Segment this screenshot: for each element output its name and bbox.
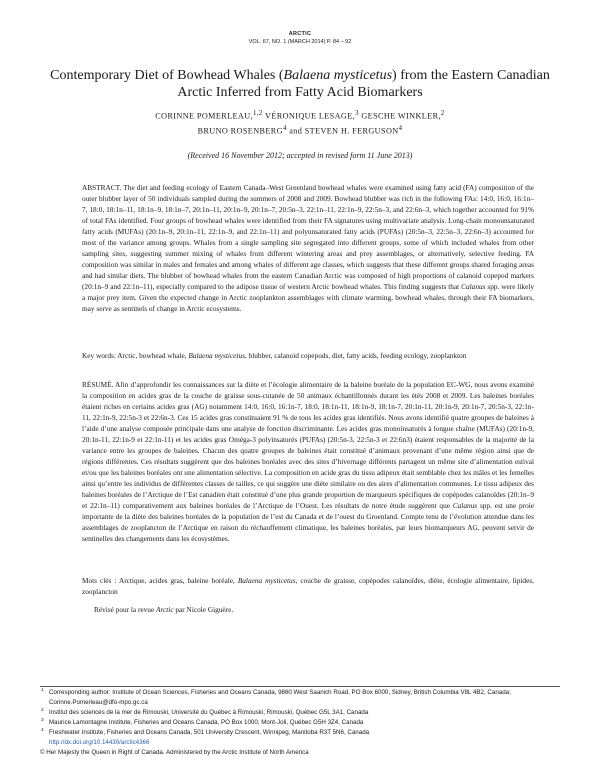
author-line-1 (40, 108, 560, 123)
keywords-fr (82, 575, 534, 597)
author-winkler: GESCHE WINKLER, (358, 111, 441, 121)
keywords-text-end: , blubber, calanoid copepods, diet, fatty acids, feeding ecology, zooplankton (244, 351, 467, 360)
abstract-en (82, 182, 534, 314)
title-part1: Contemporary Diet of Bowhead Whales ( (50, 68, 284, 83)
received-dates: (Received 16 November 2012; accepted in revised form 11 June 2013) (187, 151, 413, 160)
footnote-number: 3 (41, 718, 44, 723)
affil-sup: 4 (398, 124, 403, 132)
motscles-text: Mots clés : Arctique, acides gras, baleine boréale, (82, 576, 238, 585)
author-pomerleau: CORINNE POMERLEAU, (155, 111, 253, 121)
resume-italic: Calanus (452, 501, 478, 510)
affil-sup: 4 (282, 124, 287, 132)
abstract-text-end: spp. were likely a major prey item. Given the expected change in Arctic zooplankton assemblages with climate warming, bowhead whales, through their FA biomarkers, may serve as sentinels of change in Arctic ecosystems. (82, 282, 534, 313)
author-lesage: VÉRONIQUE LESAGE, (262, 111, 356, 121)
doi-link[interactable]: http://dx.doi.org/10.14430/arctic4366 (49, 739, 150, 746)
motscles-italic: Balaena mysticetus (237, 576, 296, 585)
journal-header (0, 30, 600, 46)
footnote (40, 728, 560, 738)
doi-line (40, 738, 560, 748)
footnote-text: Corresponding author: Institute of Ocean Sciences, Fisheries and Oceans Canada, 9860 West Saanich Road, PO Box 6000, Sidney, British Columbia V8L 4B2, Canada; Corinne.Pomerleau@dfo-mpo.gc.ca (49, 689, 511, 706)
resume-text-end: spp. est une proie importante de la diète des baleines boréales de la population de l’est du Canada et de l’ouest du Groenland. Compte tenu de l’évolution attendue dans les assemblages de zooplancton de l’Arctique en raison du réchauffement climatique, les baleines boréales, par leurs biomarqueurs AG, peuvent servir de sentinelles des changements dans les écosystèmes. (82, 501, 534, 543)
revise-italic: Arctic (156, 605, 174, 614)
motscles-text-end: , couche de graisse, copépodes calanoïdes, diète, écologie alimentaire, lipides, zooplancton (82, 576, 534, 596)
footnote-text: Freshwater Institute, Fisheries and Oceans Canada, 501 University Crescent, Winnipeg, Manitoba R3T 5N6, Canada (49, 729, 370, 736)
copyright: © Her Majesty the Queen in Right of Canada. Administered by the Arctic Institute of North America (40, 749, 309, 756)
footnote-number: 2 (41, 708, 44, 713)
author-rosenberg: BRUNO ROSENBERG (197, 126, 283, 136)
author-list (40, 108, 560, 137)
keywords-italic: Balaena mysticetus (188, 351, 245, 360)
keywords-en (82, 350, 534, 361)
journal-name: ARCTIC (288, 31, 312, 37)
journal-volume-line: VOL. 67, NO. 1 (MARCH 2014) P. 84 – 92 (248, 39, 352, 45)
abstract-text: ABSTRACT. The diet and feeding ecology of Eastern Canada–West Greenland bowhead whales were examined using fatty acid (FA) composition of the outer blubber layer of 50 individuals sampled during the summers of 2008 and 2009. Bowhead blubber was rich in the following FAs: 14:0, 16:0, 16:1n–7, 18:0, 18:1n–11, 18:1n–9, 18:1n–7, 20:1n–11, 20:1n–9, 20:1n–7, 20:5n–3, 22:1n–11, 22:1n–9, 22:5n–3, and 22:6n–3, which together accounted for 91% of total FAs identified. Four groups of bowhead whales were identified from their FA signatures using multivariate analysis. Long-chain monounsaturated fatty acids (MUFAs) (20:1n–9, 20:1n–11, 22:1n–9, and 22:1n–11) and polyunsaturated fatty acids (PUFAs) (20:5n–3, 22:5n–3, 22:6n–3) accounted for most of the variance among groups. Whales from a single sampling site segregated into different groups, some of which included whales from other sampling sites, suggesting summer mixing of whales from different wintering areas and prey assemblages, or alternatively, selective feeding. FA composition was similar in males and females and among whales of different age classes, which suggests that these different groups shared foraging areas and had similar diets. The blubber of bowhead whales from the eastern Canadian Arctic was composed of high proportions of calanoid copepod markers (20:1n–9 and 22:1n–11), especially compared to the adipose tissue of western Arctic bowhead whales. This finding suggests that (82, 183, 534, 291)
footnote (40, 718, 560, 728)
footnote-text: Maurice Lamontagne Institute, Fisheries and Oceans Canada, PO Box 1000, Mont-Joli, Québec G5H 3Z4, Canada (49, 719, 364, 726)
footnotes (40, 688, 560, 758)
translation-credit (94, 604, 233, 615)
revise-text-end: par Nicole Giguère. (173, 605, 234, 614)
abstract-fr (82, 379, 534, 544)
title-species: Balaena mysticetus (283, 68, 393, 83)
revise-text: Révisé pour la revue (94, 605, 157, 614)
footnote-text: Institut des sciences de la mer de Rimouski, Université du Québec à Rimouski, Rimouski, Québec G5L 3A1, Canada (49, 709, 369, 716)
title-part2: ) from the Eastern Canadian Arctic Inferred from Fatty Acid Biomarkers (177, 68, 550, 100)
abstract-italic: Calanus (461, 282, 486, 291)
keywords-text: Key words: Arctic, bowhead whale, (82, 351, 189, 360)
article-title (40, 67, 560, 101)
footnote-number: 1 (41, 688, 44, 693)
footnote (40, 708, 560, 718)
affil-sup: 1,2 (252, 110, 263, 117)
resume-text: RÉSUMÉ. Afin d’approfondir les connaissances sur la diète et l’écologie alimentaire de la baleine boréale de la population EC-WG, nous avons examiné la composition en acides gras de la couche de graisse sous-cutanée de 50 animaux échantillonnés durant les étés 2008 et 2009. Les baleines boréales étaient riches en certains acides gras (AG) notamment 14:0, 16:0, 16:1n-7, 18:0, 18:1n-11, 18:1n-9, 18:1n-7, 20:1n-11, 20:1n-9, 20:1n-7, 20:5n-3, 22:1n-11, 22:1n-9, 22:5n-3 et 22:6n-3. Ces 15 acides gras constituaient 91 % de tous les acides gras identifiés. Nous avons identifié quatre groupes de baleines à l’aide d’une analyse composée principale dans une analyse de fonction discriminante. Les acides gras monoinsaturés à longue chaîne (MUFAs) (20:1n-9, 20:1n-11, 22:1n-9 et 22:1n-11) et les acides gras Oméga-3 polyinsaturés (PUFAs) (20:5n-3, 22:5n-3 et 22:6n3) étaient responsables de la majorité de la variance entre les groupes de baleines. Chacun des quatre groupes de baleines était constitué d’animaux provenant d’une même région ainsi que de régions différentes. Ces résultats suggèrent que des baleines boréales avec des sites d’hivernage différents partagent un même site d’alimentation estival et/ou que les baleines boréales ont une alimentation sélective. La composition en acide gras du tissu adipeux était semblable chez les mâles et les femelles ainsi qu’entre les individus de différentes classes de tailles, ce qui suggère une diète similaire ou des aires d’alimentation communes. Le tissu adipeux des baleines boréales de l’Arctique de l’Est canadien était constitué d’une plus grande proportion de marqueurs spécifiques de copépodes calanoïdes (20:1n–9 et 22:1n–11) comparativement aux baleines boréales de l’Arctique de l’Ouest. Les résultats de notre étude suggèrent que (82, 380, 534, 510)
author-line-2 (40, 123, 560, 138)
affil-sup: 3 (355, 110, 359, 117)
footnote-divider (40, 686, 560, 687)
footnote (40, 688, 560, 708)
affil-sup: 2 (440, 110, 445, 117)
author-ferguson: and STEVEN H. FERGUSON (286, 126, 399, 136)
footnote-number: 4 (41, 728, 44, 733)
